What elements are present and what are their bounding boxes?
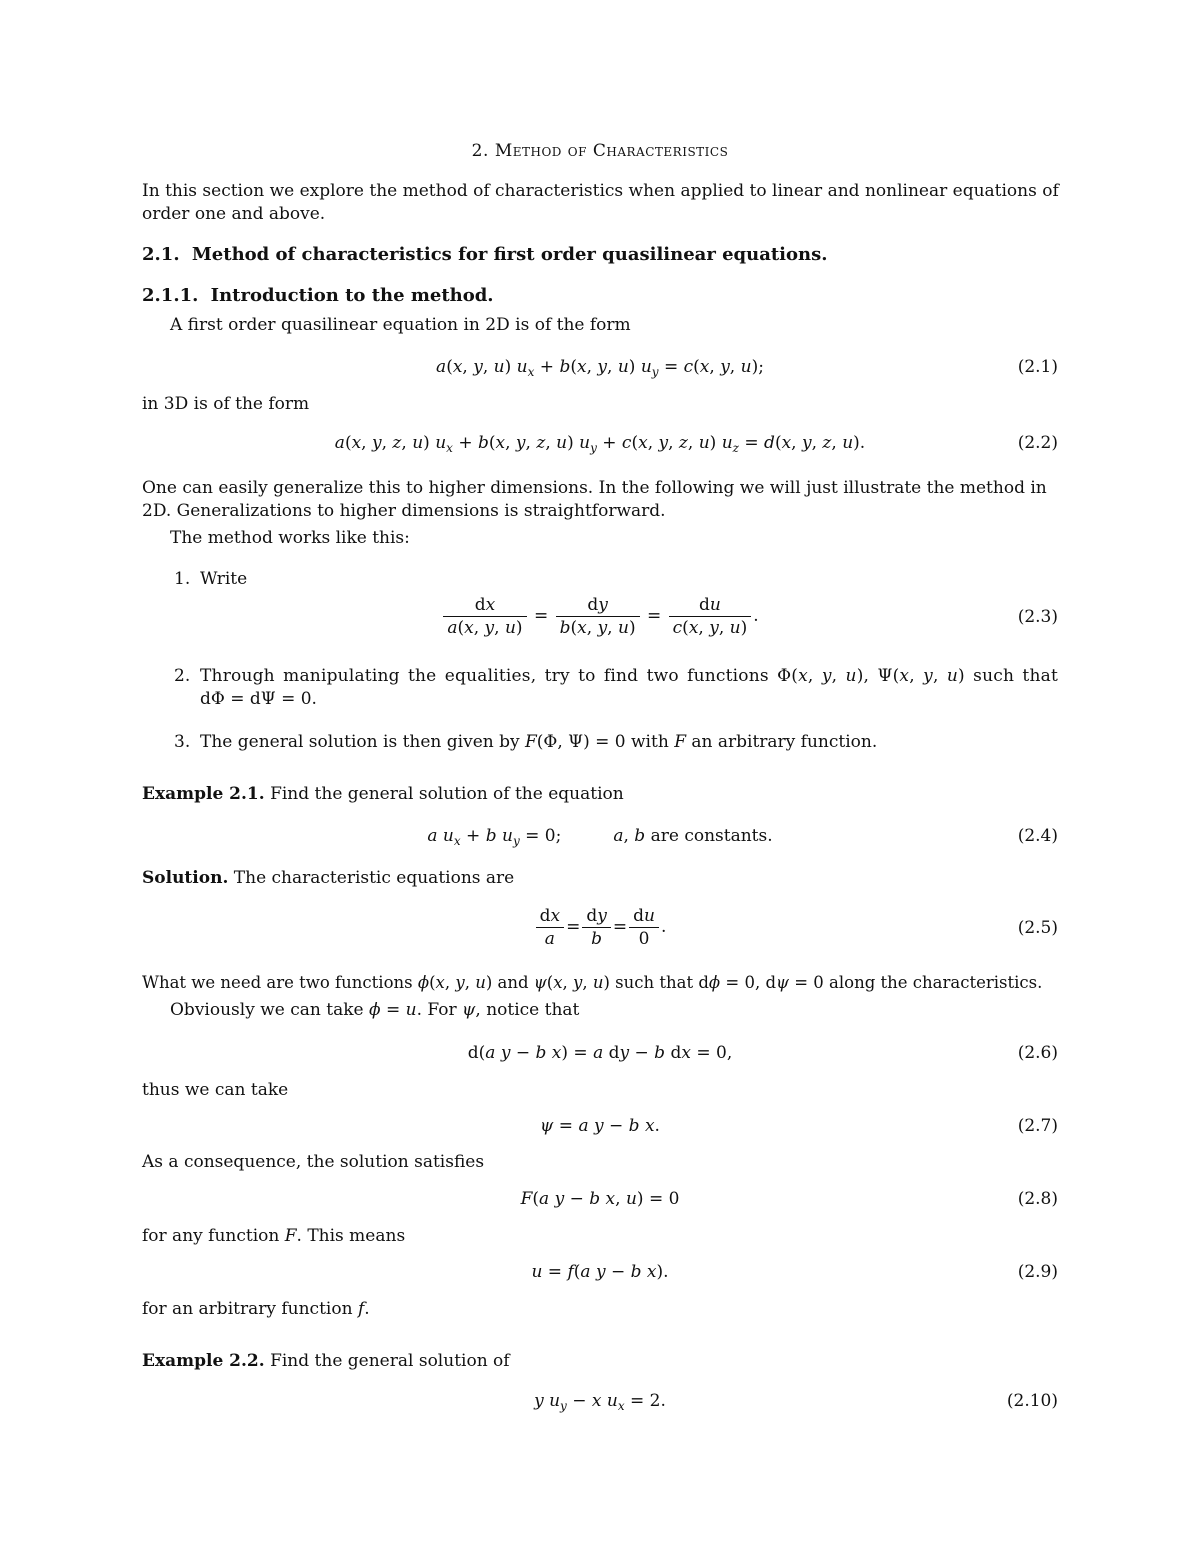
equation-2-8-body: F(a y − b x, u) = 0: [520, 1189, 680, 1209]
equation-number: (2.8): [1017, 1189, 1058, 1209]
example-text: Find the general solution of: [270, 1351, 510, 1371]
equation-2-8: [142, 1188, 1058, 1218]
equation-number: (2.7): [1017, 1116, 1058, 1136]
paragraph-forany: for any function F. This means: [142, 1226, 406, 1246]
equation-2-2: [142, 432, 1058, 462]
paragraph-thus: thus we can take: [142, 1080, 289, 1100]
text-b: and: [497, 973, 529, 992]
text-b: For: [427, 1000, 457, 1020]
paragraph-arbitrary: for an arbitrary function f.: [142, 1299, 370, 1319]
fraction: $\frac{dy}{b}$: [582, 905, 611, 950]
equation-number: (2.6): [1017, 1043, 1058, 1063]
subsubsection-title: Introduction to the method.: [210, 285, 494, 306]
example-label: Example 2.2.: [142, 1351, 265, 1371]
equation-2-4-body: a $u_x + b$ $u_y = 0$; a, b are constants.: [427, 826, 773, 848]
subsection-heading: [142, 243, 828, 266]
paragraph-3d-form: in 3D is of the form: [142, 394, 310, 414]
equation-2-5-body: $\frac{dx}{a}$ = $\frac{dy}{b}$ = $\frac{du}{0}$ .: [142, 905, 1058, 950]
equation-2-7-body: ψ = a y − b x.: [540, 1116, 660, 1136]
equation-2-2-body: a(x, y, z, u) $u_x + b(x$, y, z, u) $u_y + c(x$, y, z, u) $u_z = d(x$, y, z, u).: [334, 433, 866, 455]
paragraph-generalize: One can easily generalize this to higher dimensions. In the following we will just illustrate the method in 2D. Generalizations to higher dimensions is straightforward.: [142, 478, 1047, 521]
step-text-a: Through manipulating the equalities, try to find two functions: [200, 666, 769, 686]
equation-number: (2.3): [1017, 607, 1058, 627]
section-title-text: Method of Characteristics: [494, 141, 729, 161]
text-a: Obviously we can take: [170, 1000, 364, 1020]
equation-2-1: [142, 356, 1058, 386]
solution-label: Solution.: [142, 868, 229, 888]
paragraph-need: What we need are two functions ϕ(x, y, u) and ψ(x, y, u) such that dϕ = 0, dψ = 0 along the characteristics.: [142, 973, 1043, 992]
text-d: along the characteristics.: [829, 973, 1043, 992]
step-number: 1.: [174, 569, 191, 589]
paragraph-consequence: As a consequence, the solution satisfies: [142, 1152, 485, 1172]
section-title: [0, 140, 1200, 163]
step-text-b: such that: [973, 666, 1058, 686]
example-2-2: [142, 1350, 1060, 1373]
intro-paragraph: In this section we explore the method of characteristics when applied to linear and nonlinear equations of order one and above.: [142, 181, 1059, 224]
step-2: [0, 665, 1200, 715]
equation-2-9-body: u = f(a y − b x).: [531, 1262, 669, 1282]
equation-number: (2.5): [1017, 918, 1058, 938]
step-text-c: an arbitrary function.: [691, 732, 878, 752]
text-b: . This means: [296, 1226, 406, 1246]
step-text-a: The general solution is then given by: [200, 732, 520, 752]
fraction: $\frac{dx}{a}$: [536, 905, 564, 950]
fraction: $\frac{dx}{a(x, y, u)}$: [443, 594, 526, 639]
subsubsection-number: 2.1.1.: [142, 285, 199, 306]
fraction: $\frac{du}{c(x, y, u)}$: [669, 594, 752, 639]
equation-number: (2.10): [1006, 1391, 1058, 1411]
equation-2-6-body: d(a y − b x) = a dy − b dx = 0,: [467, 1043, 733, 1063]
example-text: Find the general solution of the equation: [270, 784, 624, 804]
text-a: What we need are two functions: [142, 973, 413, 992]
equation-2-6: [142, 1042, 1058, 1072]
paragraph-obviously: Obviously we can take ϕ = u. For ψ, notice that: [170, 1000, 580, 1020]
equation-2-3-body: $\frac{dx}{a(x, y, u)}$ = $\frac{dy}{b(x, y, u)}$ = $\frac{du}{c(x, y, u)}$ .: [142, 594, 1058, 639]
equation-number: (2.2): [1017, 433, 1058, 453]
fraction: $\frac{du}{0}$: [629, 905, 659, 950]
text-a: for any function: [142, 1226, 280, 1246]
subsubsection-heading: [142, 284, 494, 307]
text-c: , notice that: [475, 1000, 580, 1020]
step-3: [0, 731, 1200, 761]
equation-2-3: [142, 594, 1058, 646]
example-label: Example 2.1.: [142, 784, 265, 804]
equation-2-5: [142, 905, 1058, 957]
paragraph-method: The method works like this:: [170, 528, 410, 548]
equation-number: (2.9): [1017, 1262, 1058, 1282]
subsection-title: Method of characteristics for first order quasilinear equations.: [191, 244, 828, 265]
paragraph-2d-form: A first order quasilinear equation in 2D is of the form: [170, 315, 631, 335]
step-number: 2.: [174, 666, 191, 686]
step-text-cont: dΦ = dΨ = 0.: [200, 689, 317, 709]
equation-2-4: [142, 825, 1058, 855]
equation-2-1-body: a(x, y, u) $u_x + b(x$, y, u) $u_y = c(x$, y, u);: [436, 357, 764, 379]
equation-2-10-body: y $u_y - x$ $u_x = 2$.: [534, 1391, 666, 1413]
step-text: Write: [200, 569, 248, 589]
equation-number: (2.1): [1017, 357, 1058, 377]
fraction: $\frac{dy}{b(x, y, u)}$: [556, 594, 640, 639]
section-number: 2.: [471, 141, 489, 161]
text-a: for an arbitrary function: [142, 1299, 353, 1319]
step-text-b: with: [631, 732, 669, 752]
equation-2-9: [142, 1261, 1058, 1291]
step-text: Through manipulating the equalities, try to find two functions Φ(x, y, u), Ψ(x, y, u) such that: [200, 666, 1058, 686]
equation-2-7: [142, 1115, 1058, 1145]
text-c: such that: [615, 973, 694, 992]
step-text: The general solution is then given by F(Φ, Ψ) = 0 with F an arbitrary function.: [200, 732, 878, 752]
equation-number: (2.4): [1017, 826, 1058, 846]
solution-paragraph: [142, 867, 1060, 890]
solution-text: The characteristic equations are: [233, 868, 515, 888]
equation-2-10: [142, 1390, 1058, 1420]
step-number: 3.: [174, 732, 191, 752]
subsection-number: 2.1.: [142, 244, 180, 265]
equation-2-4-tail: are constants.: [650, 826, 773, 846]
example-2-1: [142, 783, 1060, 806]
